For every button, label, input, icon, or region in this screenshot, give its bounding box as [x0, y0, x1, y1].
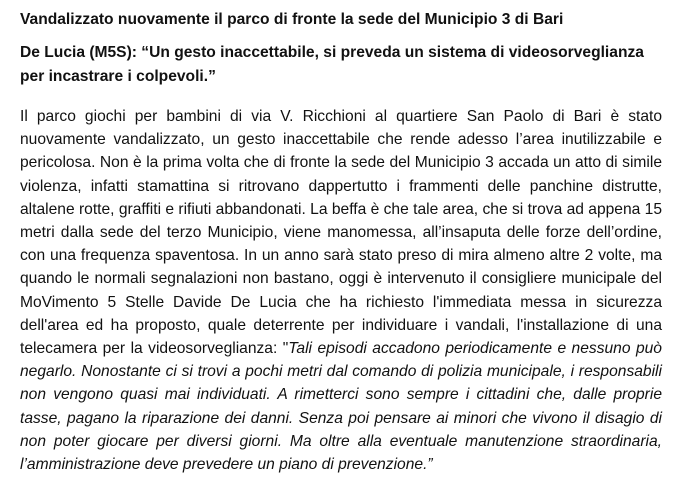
- article-title: Vandalizzato nuovamente il parco di fronte la sede del Municipio 3 di Bari: [20, 11, 564, 28]
- article-quote: Tali episodi accadono periodicamente e nessuno può negarlo. Nonostante ci si trovi a pochi metri dal comando di polizia municipale, i responsabili non vengono quasi mai individuati. A rimetterci sono sempre i cittadini che, dalle proprie tasse, pagano la riparazione dei danni. Senza poi pensare ai minori che vivono il disagio di non poter giocare per diversi giorni. Ma oltre alla eventuale manutenzione straordinaria, l’amministrazione deve prevedere un piano di prevenzione.”: [20, 340, 662, 474]
- article-body-text: Il parco giochi per bambini di via V. Ricchioni al quartiere San Paolo di Bari è stato nuovamente vandalizzato, un gesto inaccettabile che rende adesso l’area inutilizzabile e pericolosa. Non è la prima volta che di fronte la sede del Municipio 3 accada un atto di simile violenza, infatti stamattina si ritrovano dappertutto i frammenti delle panchine distrutte, altalene rotte, graffiti e rifiuti abbandonati. La beffa è che tale area, che si trova ad appena 15 metri dalla sede del terzo Municipio, viene manomessa, all’insaputa delle forze dell’ordine, con una frequenza spaventosa. In un anno sarà stato preso di mira almeno altre 2 volte, ma quando le normali segnalazioni non bastano, oggi è intervenuto il consigliere municipale del MoVimento 5 Stelle Davide De Lucia che ha richiesto l'immediata messa in sicurezza dell'area ed ha proposto, quale deterrente per individuare i vandali, l'installazione di una telecamera per la videosorveglianza: ": [20, 108, 662, 358]
- article-body: [20, 105, 662, 476]
- article-subtitle: De Lucia (M5S): “Un gesto inaccettabile, si preveda un sistema di videosorveglianza per incastrare i colpevoli.”: [20, 44, 644, 85]
